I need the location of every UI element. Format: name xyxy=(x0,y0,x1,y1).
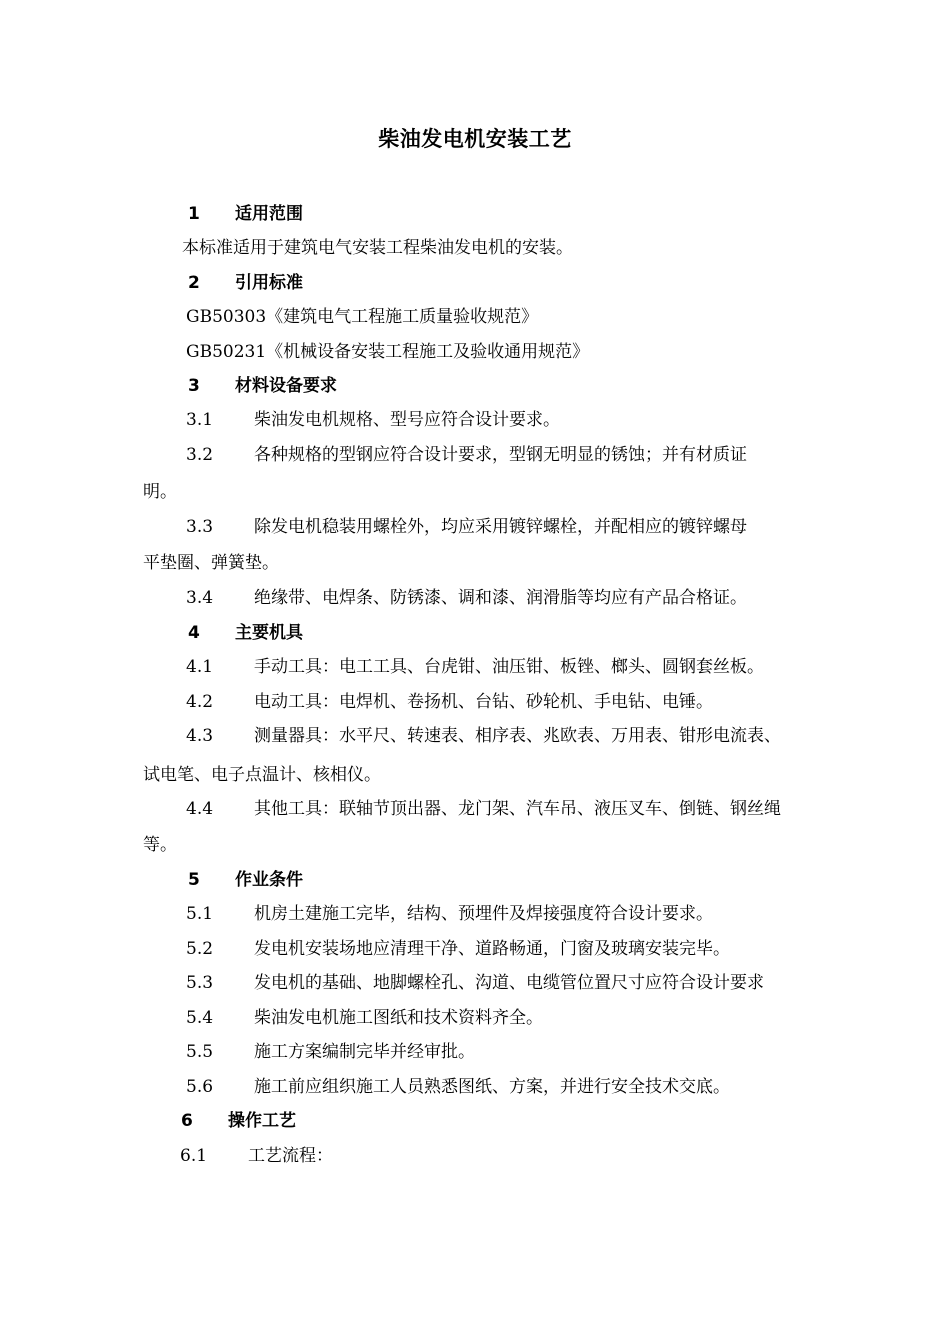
list-item xyxy=(180,1141,333,1166)
list-item xyxy=(186,1037,475,1062)
section-number: 2 xyxy=(188,273,200,293)
section-title: 操作工艺 xyxy=(228,1111,296,1131)
list-item xyxy=(186,968,764,993)
section-heading xyxy=(188,371,337,396)
item-text: 测量器具：水平尺、转速表、相序表、兆欧表、万用表、钳形电流表、 xyxy=(254,726,781,746)
section-heading xyxy=(188,268,303,293)
item-number: 5.3 xyxy=(186,973,214,993)
item-number: 3.3 xyxy=(186,517,214,537)
item-continuation: 明。 xyxy=(143,482,177,502)
reference-item: GB50231《机械设备安装工程施工及验收通用规范》 xyxy=(186,342,590,362)
list-item xyxy=(186,440,747,465)
list-item xyxy=(186,687,713,712)
section-title: 材料设备要求 xyxy=(235,376,337,396)
item-number: 5.5 xyxy=(186,1042,214,1062)
item-number: 4.3 xyxy=(186,726,214,746)
item-number: 5.6 xyxy=(186,1077,214,1097)
item-number: 4.1 xyxy=(186,657,214,677)
item-continuation: 试电笔、电子点温计、核相仪。 xyxy=(143,765,381,785)
item-continuation: 等。 xyxy=(143,835,177,855)
item-text: 工艺流程： xyxy=(248,1146,333,1166)
item-number: 5.1 xyxy=(186,904,214,924)
item-text: 施工方案编制完毕并经审批。 xyxy=(254,1042,475,1062)
item-text: 其他工具：联轴节顶出器、龙门架、汽车吊、液压叉车、倒链、钢丝绳 xyxy=(254,799,781,819)
list-item xyxy=(186,934,730,959)
item-number: 4.4 xyxy=(186,799,214,819)
item-continuation: 平垫圈、弹簧垫。 xyxy=(143,553,279,573)
item-text: 发电机的基础、地脚螺栓孔、沟道、电缆管位置尺寸应符合设计要求 xyxy=(254,973,764,993)
section-heading xyxy=(188,199,303,224)
item-number: 6.1 xyxy=(180,1146,208,1166)
list-item xyxy=(186,721,781,746)
paragraph: 本标准适用于建筑电气安装工程柴油发电机的安装。 xyxy=(182,238,573,258)
item-text: 柴油发电机施工图纸和技术资料齐全。 xyxy=(254,1008,543,1028)
item-text: 手动工具：电工工具、台虎钳、油压钳、板锉、榔头、圆钢套丝板。 xyxy=(254,657,764,677)
section-heading xyxy=(188,618,303,643)
list-item xyxy=(186,899,713,924)
item-text: 柴油发电机规格、型号应符合设计要求。 xyxy=(254,410,560,430)
section-number: 5 xyxy=(188,870,200,890)
section-number: 3 xyxy=(188,376,200,396)
item-text: 除发电机稳装用螺栓外，均应采用镀锌螺栓，并配相应的镀锌螺母 xyxy=(254,517,747,537)
item-number: 3.1 xyxy=(186,410,214,430)
section-title: 适用范围 xyxy=(235,204,303,224)
item-text: 机房土建施工完毕，结构、预埋件及焊接强度符合设计要求。 xyxy=(254,904,713,924)
item-number: 5.2 xyxy=(186,939,214,959)
list-item xyxy=(186,1072,730,1097)
item-text: 施工前应组织施工人员熟悉图纸、方案，并进行安全技术交底。 xyxy=(254,1077,730,1097)
list-item xyxy=(186,512,747,537)
reference-item: GB50303《建筑电气工程施工质量验收规范》 xyxy=(186,307,539,327)
item-number: 5.4 xyxy=(186,1008,214,1028)
document-title: 柴油发电机安装工艺 xyxy=(378,127,572,151)
item-text: 发电机安装场地应清理干净、道路畅通，门窗及玻璃安装完毕。 xyxy=(254,939,730,959)
section-number: 6 xyxy=(181,1111,193,1131)
section-number: 1 xyxy=(188,204,200,224)
section-heading xyxy=(181,1106,296,1131)
item-number: 4.2 xyxy=(186,692,214,712)
item-text: 各种规格的型钢应符合设计要求，型钢无明显的锈蚀；并有材质证 xyxy=(254,445,747,465)
item-text: 绝缘带、电焊条、防锈漆、调和漆、润滑脂等均应有产品合格证。 xyxy=(254,588,747,608)
list-item xyxy=(186,652,764,677)
section-title: 引用标准 xyxy=(235,273,303,293)
list-item xyxy=(186,794,781,819)
section-heading xyxy=(188,865,303,890)
item-text: 电动工具：电焊机、卷扬机、台钻、砂轮机、手电钻、电锤。 xyxy=(254,692,713,712)
section-title: 主要机具 xyxy=(235,623,303,643)
list-item xyxy=(186,583,747,608)
item-number: 3.4 xyxy=(186,588,214,608)
item-number: 3.2 xyxy=(186,445,214,465)
section-title: 作业条件 xyxy=(235,870,303,890)
section-number: 4 xyxy=(188,623,200,643)
list-item xyxy=(186,1003,543,1028)
list-item xyxy=(186,405,560,430)
